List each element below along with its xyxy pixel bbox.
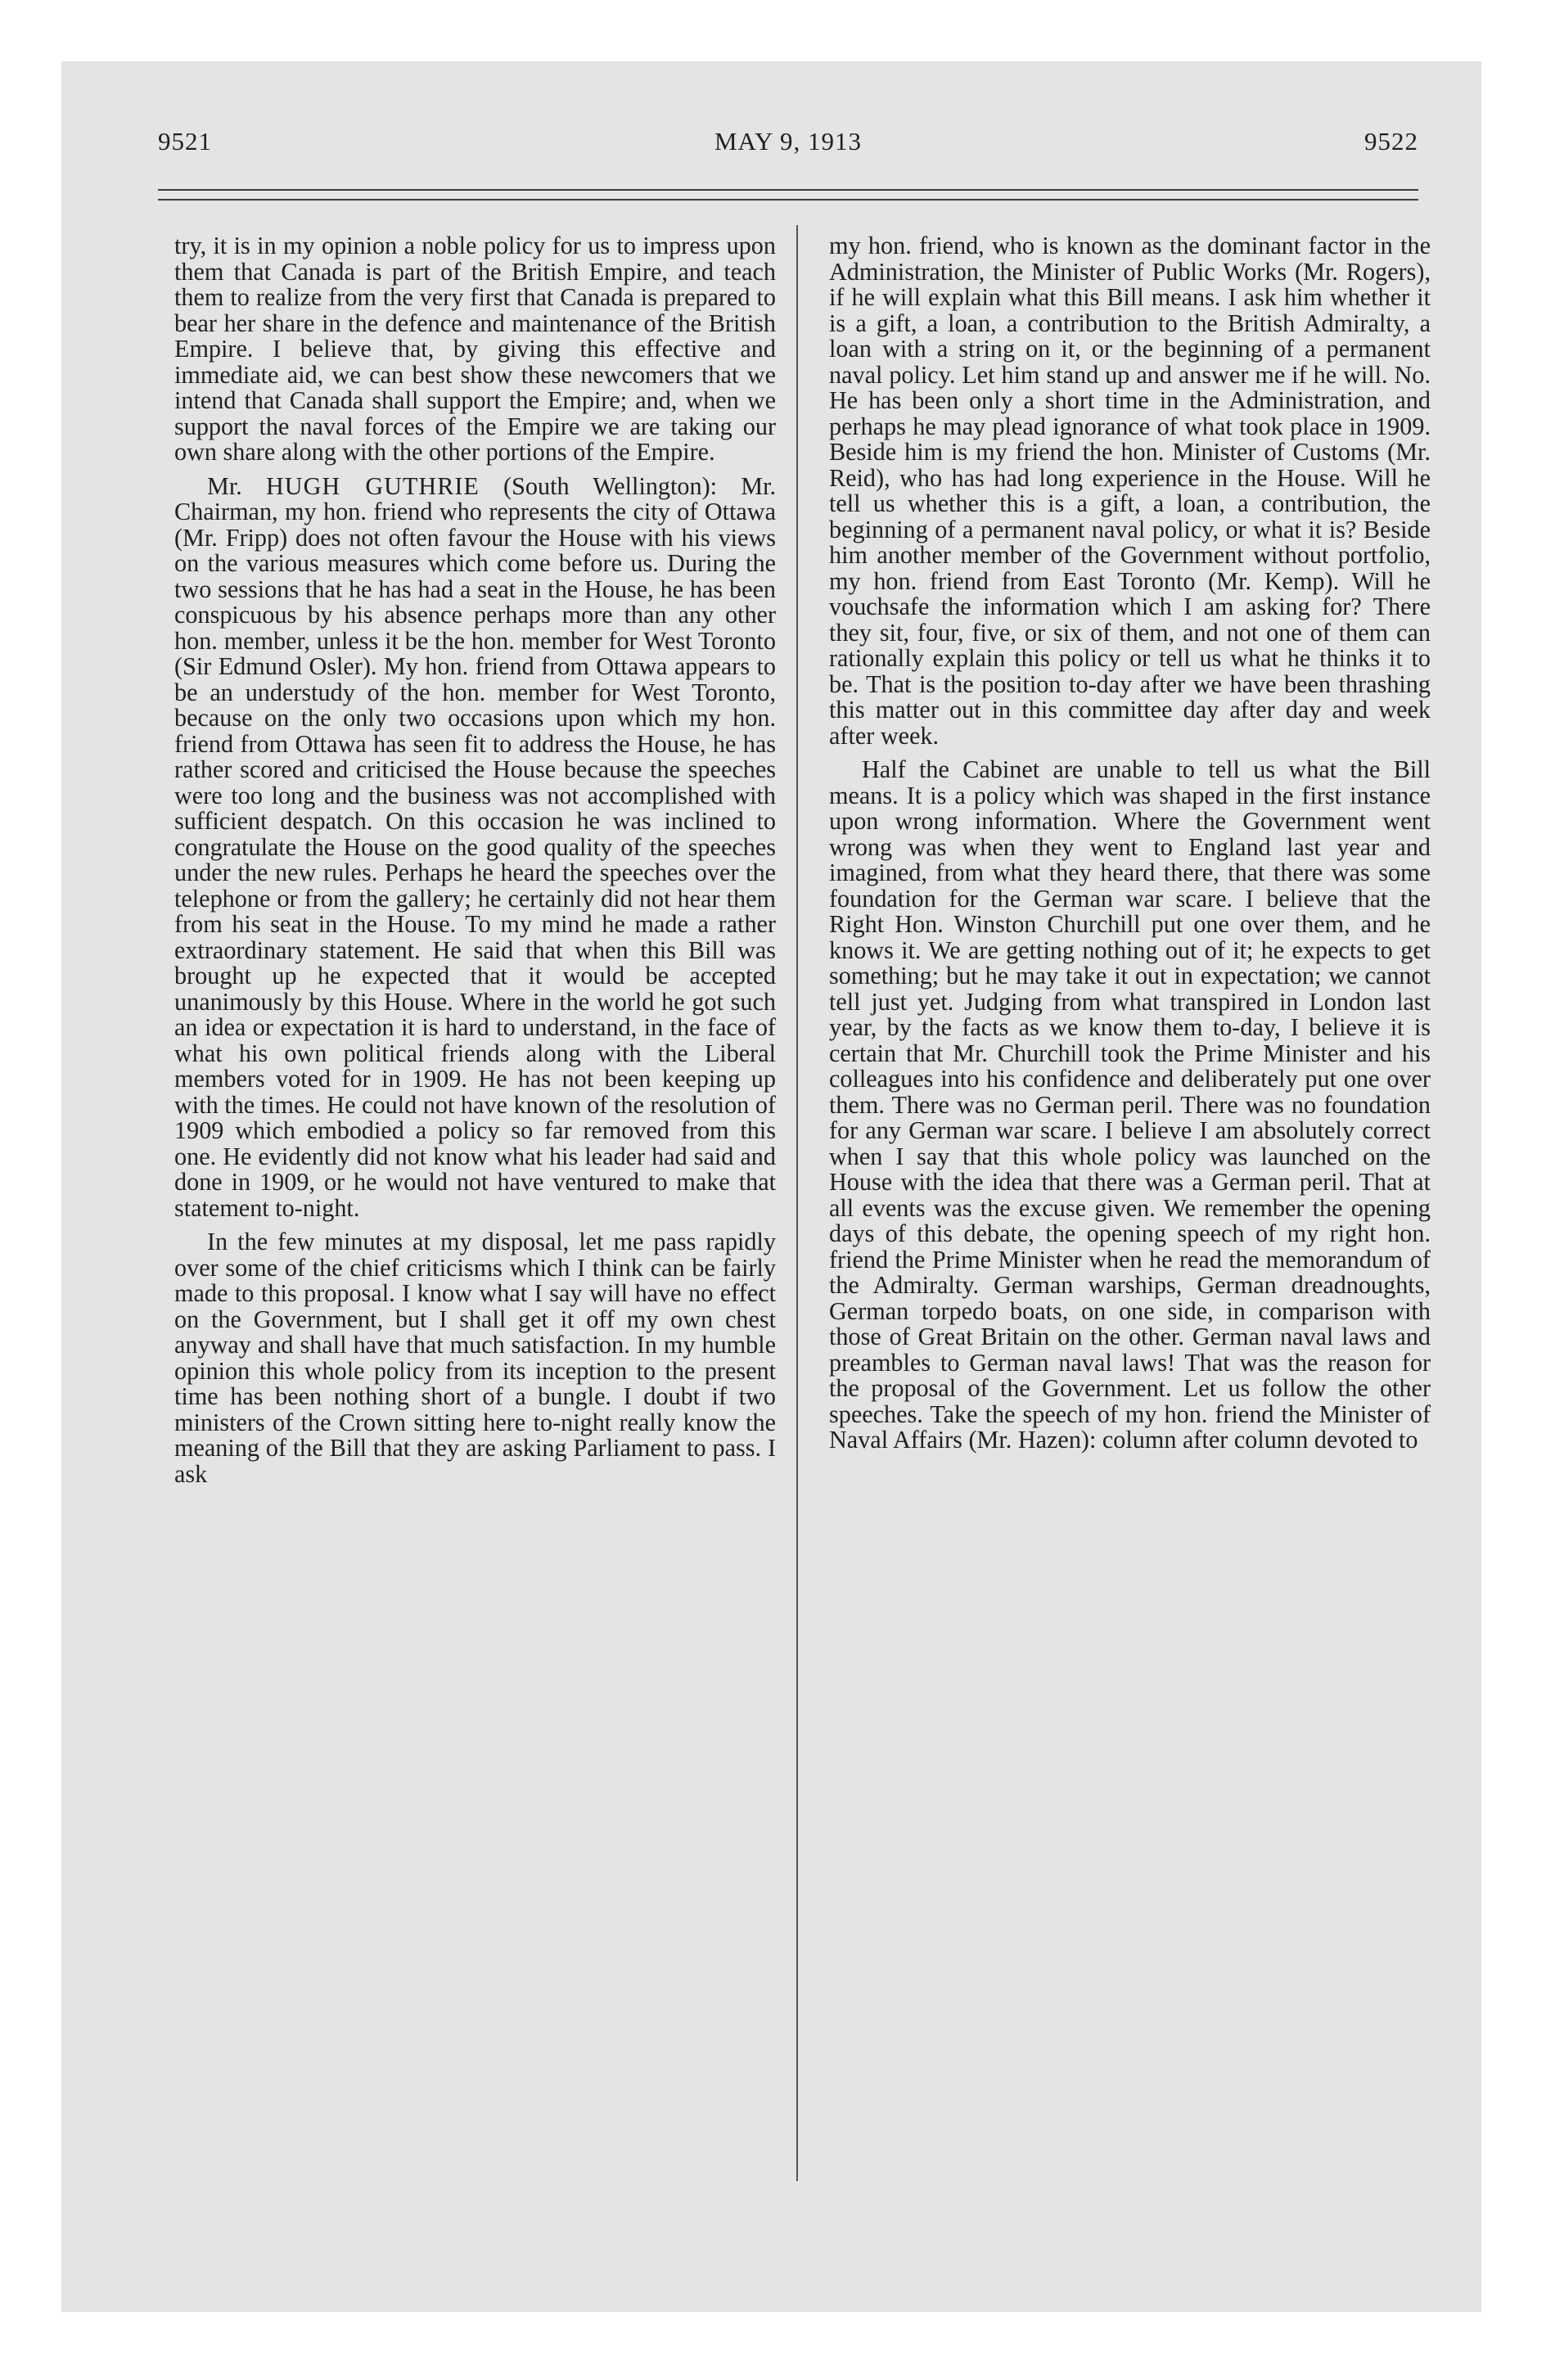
left-paragraph-2	[174, 471, 776, 1222]
header-double-rule	[158, 189, 1418, 201]
right-column	[829, 233, 1431, 1454]
speech-text: (South Wellington): Mr. Chairman, my hon. friend who represents the city of Ottawa (Mr. Fripp) does not often favour the House with his views on the various measures which come before us. During the two sessions that he has had a seat in the House, he has been conspicuous by his absence perhaps more than any other hon. member, unless it be the hon. member for West Toronto (Sir Edmund Osler). My hon. friend from Ottawa appears to be an understudy of the hon. member for West Toronto, because on the only two occasions upon which my hon. friend from Ottawa has seen fit to address the House, he has rather scored and criticised the House because the speeches were too long and the business was not accomplished with sufficient despatch. On this occasion he was inclined to congratulate the House on the good quality of the speeches under the new rules. Perhaps he heard the speeches over the telephone or from the gallery; he certainly did not hear them from his seat in the House. To my mind he made a rather extraordinary statement. He said that when this Bill was brought up he expected that it would be accepted unanimously by this House. Where in the world he got such an idea or expectation it is hard to understand, in the face of what his own political friends along with the Liberal members voted for in 1909. He has not been keeping up with the times. He could not have known of the resolution of 1909 which embodied a policy so far removed from this one. He evidently did not know what his leader had said and done in 1909, or he would not have ventured to make that statement to-night.	[174, 471, 776, 1222]
speaker-prefix: Mr.	[207, 471, 266, 500]
left-paragraph-1: try, it is in my opinion a noble policy for us to impress upon them that Canada is part of the British Empire, and teach them to realize from the very first that Canada is prepared to bear her share in the defence and maintenance of the British Empire. I believe that, by giving this effective and immediate aid, we can best show these newcomers that we intend that Canada shall support the Empire; and, when we support the naval forces of the Empire we are taking our own share along with the other portions of the Empire.	[174, 232, 776, 466]
column-divider	[796, 225, 798, 2181]
scanned-page	[61, 61, 1481, 2312]
page-header	[158, 127, 1418, 176]
right-paragraph-1: my hon. friend, who is known as the dominant factor in the Administration, the Minister of Public Works (Mr. Rogers), if he will explain what this Bill means. I ask him whether it is a gift, a loan, a contribution to the British Admiralty, a loan with a string on it, or the beginning of a permanent naval policy. Let him stand up and answer me if he will. No. He has been only a short time in the Administration, and perhaps he may plead ignorance of what took place in 1909. Beside him is my friend the hon. Minister of Customs (Mr. Reid), who has had long experience in the House. Will he tell us whether this is a gift, a loan, a contribution, the beginning of a permanent naval policy, or what it is? Beside him another member of the Government without portfolio, my hon. friend from East Toronto (Mr. Kemp). Will he vouchsafe the information which I am asking for? There they sit, four, five, or six of them, and not one of them can rationally explain this policy or tell us what he thinks it to be. That is the position to-day after we have been thrashing this matter out in this committee day after day and week after week.	[829, 232, 1431, 750]
page-date: MAY 9, 1913	[714, 127, 863, 156]
left-page-number: 9521	[158, 127, 212, 156]
right-paragraph-2: Half the Cabinet are unable to tell us what the Bill means. It is a policy which was shaped in the first instance upon wrong information. Where the Government went wrong was when they went to England last year and imagined, from what they heard there, that there was some foundation for the German war scare. I believe that the Right Hon. Winston Churchill put one over them, and he knows it. We are getting nothing out of it; he expects to get something; but he may take it out in expectation; we cannot tell just yet. Judging from what transpired in London last year, by the facts as we know them to-day, I believe it is certain that Mr. Churchill took the Prime Minister and his colleagues into his confidence and deliberately put one over them. There was no German peril. There was no foundation for any German war scare. I believe I am absolutely correct when I say that this whole policy was launched on the House with the idea that there was a German peril. That at all events was the excuse given. We remember the opening days of this debate, the opening speech of my right hon. friend the Prime Minister when he read the memorandum of the Admiralty. German warships, German dreadnoughts, German torpedo boats, on one side, in comparison with those of Great Britain on the other. German naval laws and preambles to German naval laws! That was the reason for the proposal of the Government. Let us follow the other speeches. Take the speech of my hon. friend the Minister of Naval Affairs (Mr. Hazen): column after column devoted to	[829, 755, 1431, 1454]
left-paragraph-3: In the few minutes at my disposal, let me pass rapidly over some of the chief criticisms which I think can be fairly made to this proposal. I know what I say will have no effect on the Government, but I shall get it off my own chest anyway and shall have that much satisfaction. In my humble opinion this whole policy from its inception to the present time has been nothing short of a bungle. I doubt if two ministers of the Crown sitting here to-night really know the meaning of the Bill that they are asking Parliament to pass. I ask	[174, 1228, 776, 1488]
hansard-page	[158, 61, 1431, 2312]
right-page-number: 9522	[1364, 127, 1418, 156]
left-column	[174, 233, 776, 1487]
speaker-name: HUGH GUTHRIE	[265, 471, 480, 500]
